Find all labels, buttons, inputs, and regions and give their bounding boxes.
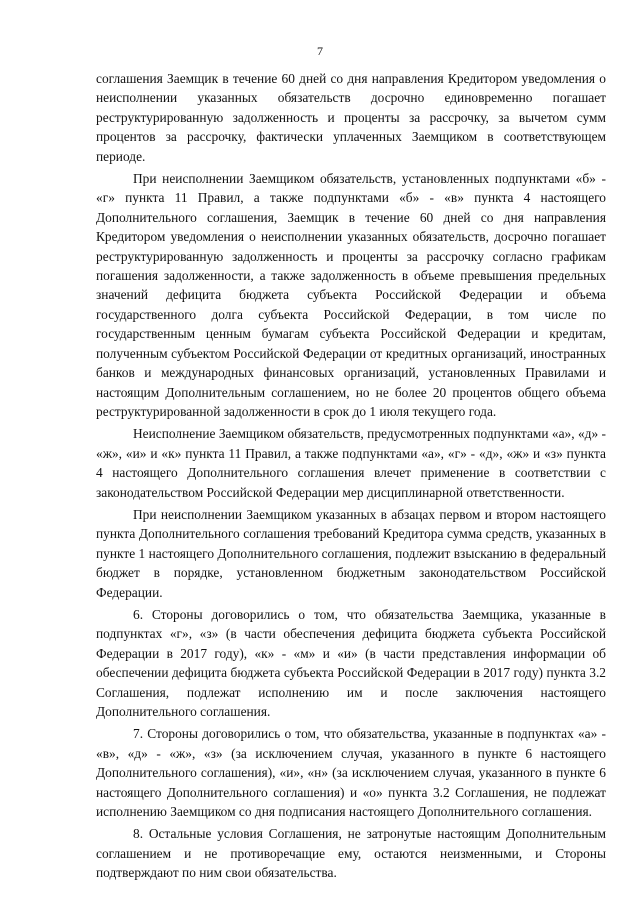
paragraph-clause-7: 7. Стороны договорились о том, что обязательства, указанные в подпунктах «а» - «в», «д» - «ж», «з» (за исключением случая, указанного в пункте 6 настоящего Дополнительного соглашения), «и», «н» (за исключением случая, указанного в пункте 6 настоящего Дополнительного соглашения) и «о» пункта 3.2 Соглашения, не подлежат исполнению Заемщиком со дня подписания настоящего Дополнительного соглашения.	[96, 726, 606, 820]
paragraph-early-repayment: При неисполнении Заемщиком обязательств, установленных подпунктами «б» - «г» пункта 11 Правил, а также подпунктами «б» - «в» пункта 4 настоящего Дополнительного соглашения, Заемщик в течение 60 дней со дня направления Кредитором уведомления о неисполнении указанных обязательств, досрочно погашает реструктурированную задолженность и проценты за рассрочку согласно графикам погашения задолженности, а также задолженность в объеме превышения предельных значений дефицита бюджета субъекта Российской Федерации и объема государственного долга субъекта Российской Федерации, в том числе по государственным ценным бумагам субъекта Российской Федерации и кредитам, полученным субъектом Российской Федерации от кредитных организаций, иностранных банков и международных финансовых организаций, установленных Правилами и настоящим Дополнительным соглашением, но не более 20 процентов общего объема реструктурированной задолженности в срок до 1 июля текущего года.	[96, 171, 606, 419]
paragraph-disciplinary-liability: Неисполнение Заемщиком обязательств, предусмотренных подпунктами «а», «д» - «ж», «и» и «к» пункта 11 Правил, а также подпунктами «а», «г» - «д», «ж» и «з» пункта 4 настоящего Дополнительного соглашения влечет применение в соответствии с законодательством Российской Федерации мер дисциплинарной ответственности.	[96, 426, 606, 500]
paragraph-recovery-to-budget: При неисполнении Заемщиком указанных в абзацах первом и втором настоящего пункта Дополнительного соглашения требований Кредитора сумма средств, указанных в пункте 1 настоящего Дополнительного соглашения, подлежит взысканию в федеральный бюджет в порядке, установленном бюджетным законодательством Российской Федерации.	[96, 506, 606, 600]
paragraph-continuation: соглашения Заемщик в течение 60 дней со дня направления Кредитором уведомления о неисполнении указанных обязательств досрочно единовременно погашает реструктурированную задолженность и проценты за рассрочку, за вычетом сумм процентов за рассрочку, фактически уплаченных Заемщиком в соответствующем периоде.	[96, 71, 606, 164]
document-body	[96, 69, 606, 883]
paragraph-clause-8: 8. Остальные условия Соглашения, не затронутые настоящим Дополнительным соглашением и не противоречащие ему, остаются неизменными, и Стороны подтверждают по ним свои обязательства.	[96, 826, 606, 881]
paragraph-clause-6: 6. Стороны договорились о том, что обязательства Заемщика, указанные в подпунктах «г», «з» (в части обеспечения дефицита бюджета субъекта Российской Федерации в 2017 году), «к» - «м» и «и» (в части представления информации об обеспечении дефицита бюджета субъекта Российской Федерации в 2017 году) пункта 3.2 Соглашения, подлежат исполнению им и после заключения настоящего Дополнительного соглашения.	[96, 606, 606, 719]
page-number: 7	[317, 44, 323, 58]
